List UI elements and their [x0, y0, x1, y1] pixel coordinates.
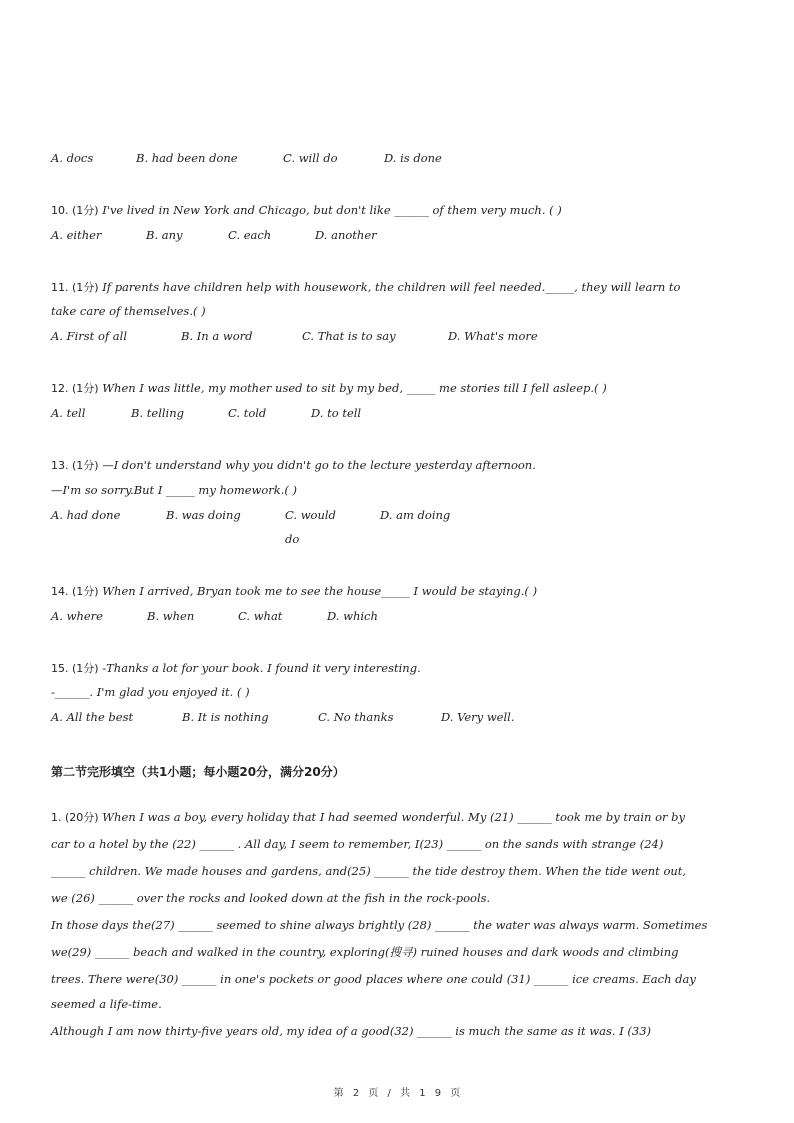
q11-option-c: C. That is to say [302, 329, 396, 343]
q13-stem-line-2: —I'm so sorry.But I _____ my homework.( ) [51, 483, 298, 497]
cloze-line-2: car to a hotel by the (22) ______ . All day, I seem to remember, I(23) ______ on the sands with strange (24) [51, 837, 664, 851]
q15-option-a: A. All the best [51, 710, 134, 724]
q12-stem-line [51, 381, 607, 396]
q13-option-c-wrap: do [285, 532, 300, 546]
cloze-line-8: seemed a life-time. [51, 997, 162, 1011]
q10-option-d: D. another [315, 228, 377, 242]
q11-stem-1: If parents have children help with housework, the children will feel needed._____, they will learn to [102, 280, 681, 294]
q13-stem-line-1 [51, 458, 536, 473]
page-footer: 第 2 页 / 共 1 9 页 [333, 1088, 461, 1099]
cloze-line-3: ______ children. We made houses and gardens, and(25) ______ the tide destroy them. When the tide went out, [51, 864, 687, 878]
q13-option-c: C. would [285, 508, 336, 522]
q11-stem-line-2: take care of themselves.( ) [51, 304, 206, 318]
q10-option-a: A. either [51, 228, 102, 242]
q11-option-d: D. What's more [448, 329, 538, 343]
q15-option-d: D. Very well. [441, 710, 515, 724]
cloze-line-9: Although I am now thirty-five years old, my idea of a good(32) ______ is much the same as it was. I (33) [51, 1024, 652, 1038]
q10-stem-line [51, 203, 562, 218]
cloze-line-4: we (26) ______ over the rocks and looked down at the fish in the rock-pools. [51, 891, 491, 905]
q15-stem-line-2: -______. I'm glad you enjoyed it. ( ) [51, 685, 250, 699]
q12-option-a: A. tell [51, 406, 86, 420]
q9-option-c: C. will do [283, 151, 338, 165]
q13-stem-1: —I don't understand why you didn't go to the lecture yesterday afternoon. [102, 458, 536, 472]
q10-number: 10. (1分) [51, 204, 99, 217]
q11-option-a: A. First of all [51, 329, 127, 343]
q13-option-d: D. am doing [380, 508, 451, 522]
cloze-number: 1. (20分) [51, 811, 99, 824]
cloze-line-6: we(29) ______ beach and walked in the country, exploring(搜寻) ruined houses and dark woods and climbing [51, 945, 679, 959]
q9-option-d: D. is done [384, 151, 442, 165]
q14-option-a: A. where [51, 609, 103, 623]
cloze-line-5: In those days the(27) ______ seemed to shine always brightly (28) ______ the water was always warm. Sometimes [51, 918, 708, 932]
q13-number: 13. (1分) [51, 459, 99, 472]
q13-option-a: A. had done [51, 508, 121, 522]
q14-option-b: B. when [147, 609, 195, 623]
q15-option-b: B. It is nothing [182, 710, 269, 724]
cloze-line-7: trees. There were(30) ______ in one's pockets or good places where one could (31) ______ ice creams. Each day [51, 972, 696, 986]
section-title: 第二节完形填空（共1小题；每小题20分，满分20分） [51, 765, 345, 779]
q12-option-b: B. telling [131, 406, 184, 420]
q15-stem-line-1 [51, 661, 421, 676]
q9-option-b: B. had been done [136, 151, 238, 165]
cloze-text-1: When I was a boy, every holiday that I had seemed wonderful. My (21) ______ took me by train or by [102, 810, 686, 824]
q15-number: 15. (1分) [51, 662, 99, 675]
q14-option-d: D. which [327, 609, 378, 623]
q10-stem: I've lived in New York and Chicago, but don't like ______ of them very much. ( ) [102, 203, 562, 217]
q15-option-c: C. No thanks [318, 710, 394, 724]
q11-option-b: B. In a word [181, 329, 253, 343]
q14-number: 14. (1分) [51, 585, 99, 598]
q12-stem: When I was little, my mother used to sit by my bed, _____ me stories till I fell asleep.( ) [102, 381, 607, 395]
q14-stem-line [51, 584, 537, 599]
q12-number: 12. (1分) [51, 382, 99, 395]
q10-option-b: B. any [146, 228, 183, 242]
q11-number: 11. (1分) [51, 281, 99, 294]
q11-stem-line-1 [51, 280, 680, 295]
q10-option-c: C. each [228, 228, 272, 242]
q9-option-a: A. docs [51, 151, 94, 165]
cloze-line-1 [51, 810, 741, 825]
q13-option-b: B. was doing [166, 508, 241, 522]
q14-stem: When I arrived, Bryan took me to see the house_____ I would be staying.( ) [102, 584, 538, 598]
q14-option-c: C. what [238, 609, 283, 623]
q15-stem-1: -Thanks a lot for your book. I found it very interesting. [102, 661, 421, 675]
q12-option-c: C. told [228, 406, 267, 420]
q12-option-d: D. to tell [311, 406, 362, 420]
